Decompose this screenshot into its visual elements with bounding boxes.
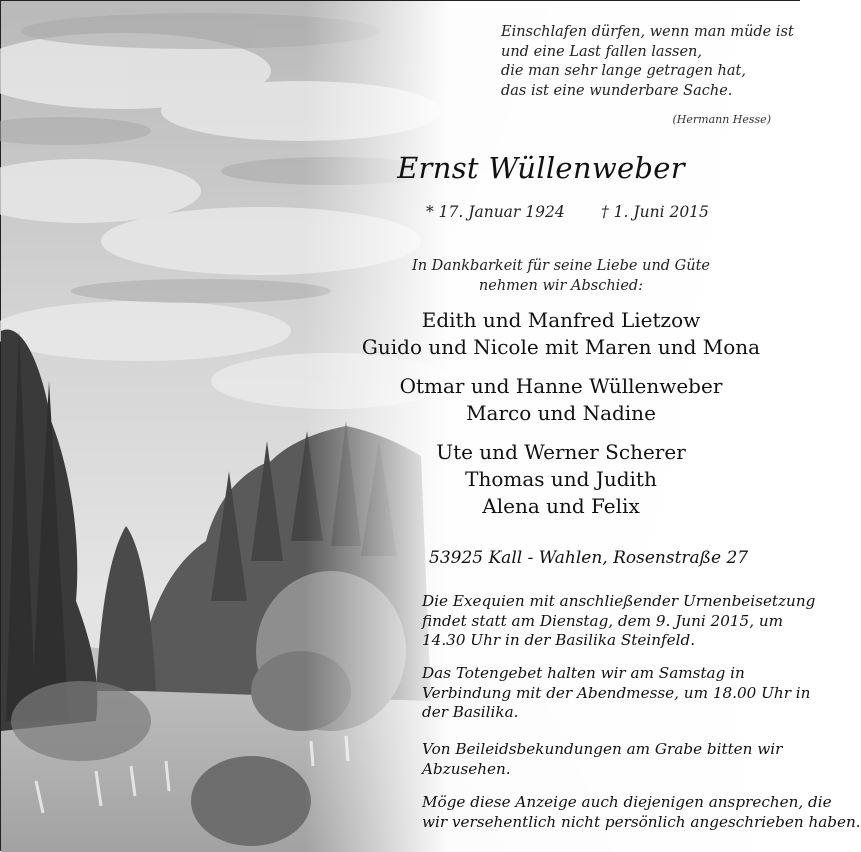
hesse-quote <box>501 23 794 101</box>
intro-line: nehmen wir Abschied: <box>478 278 644 294</box>
address: 53925 Kall - Wahlen, Rosenstraße 27 <box>429 548 749 568</box>
family-line: Marco und Nadine <box>466 401 656 425</box>
quote-line: die man sehr lange getragen hat, <box>501 63 746 79</box>
info-line: Verbindung mit der Abendmesse, um 18.00 Uhr in <box>422 683 811 702</box>
family-line: Edith und Manfred Lietzow <box>421 308 701 332</box>
death-date: † 1. Juni 2015 <box>601 203 709 221</box>
info-line: 14.30 Uhr in der Basilika Steinfeld. <box>422 631 696 649</box>
farewell-intro <box>381 256 741 296</box>
quote-author: (Hermann Hesse) <box>672 113 771 126</box>
info-line: der Basilika. <box>422 703 519 721</box>
birth-date: * 17. Januar 1924 <box>426 203 565 221</box>
info-line: Von Beileidsbekundungen am Grabe bitten wir <box>422 740 783 758</box>
intro-line: In Dankbarkeit für seine Liebe und Güte <box>411 258 711 274</box>
family-line: Otmar und Hanne Wüllenweber <box>399 374 723 398</box>
quote-line: und eine Last fallen lassen, <box>501 43 702 60</box>
info-line: wir versehentlich nicht persönlich angeschrieben haben. <box>422 812 861 831</box>
prayer-info <box>422 664 811 723</box>
info-line: Das Totengebet halten wir am Samstag in <box>422 664 745 682</box>
family-line: Ute und Werner Scherer <box>436 440 686 464</box>
info-line: Abzusehen. <box>422 759 511 778</box>
family-group-1 <box>351 307 771 361</box>
family-line: Guido und Nicole mit Maren und Mona <box>361 335 761 359</box>
family-line: Alena und Felix <box>482 494 640 518</box>
family-group-3 <box>351 439 771 520</box>
closing-note <box>422 793 861 832</box>
quote-line: Einschlafen dürfen, wenn man müde ist <box>501 24 794 40</box>
info-line: Möge diese Anzeige auch diejenigen ansprechen, die <box>422 793 832 811</box>
info-line: Die Exequien mit anschließender Urnenbeisetzung <box>422 592 816 610</box>
family-group-2 <box>351 373 771 427</box>
info-line: findet statt am Dienstag, dem 9. Juni 2015, um <box>422 611 784 630</box>
family-line: Thomas und Judith <box>465 467 657 491</box>
quote-line: das ist eine wunderbare Sache. <box>501 82 733 99</box>
condolence-info <box>422 740 782 779</box>
deceased-name: Ernst Wüllenweber <box>397 151 685 185</box>
funeral-info <box>422 592 816 651</box>
